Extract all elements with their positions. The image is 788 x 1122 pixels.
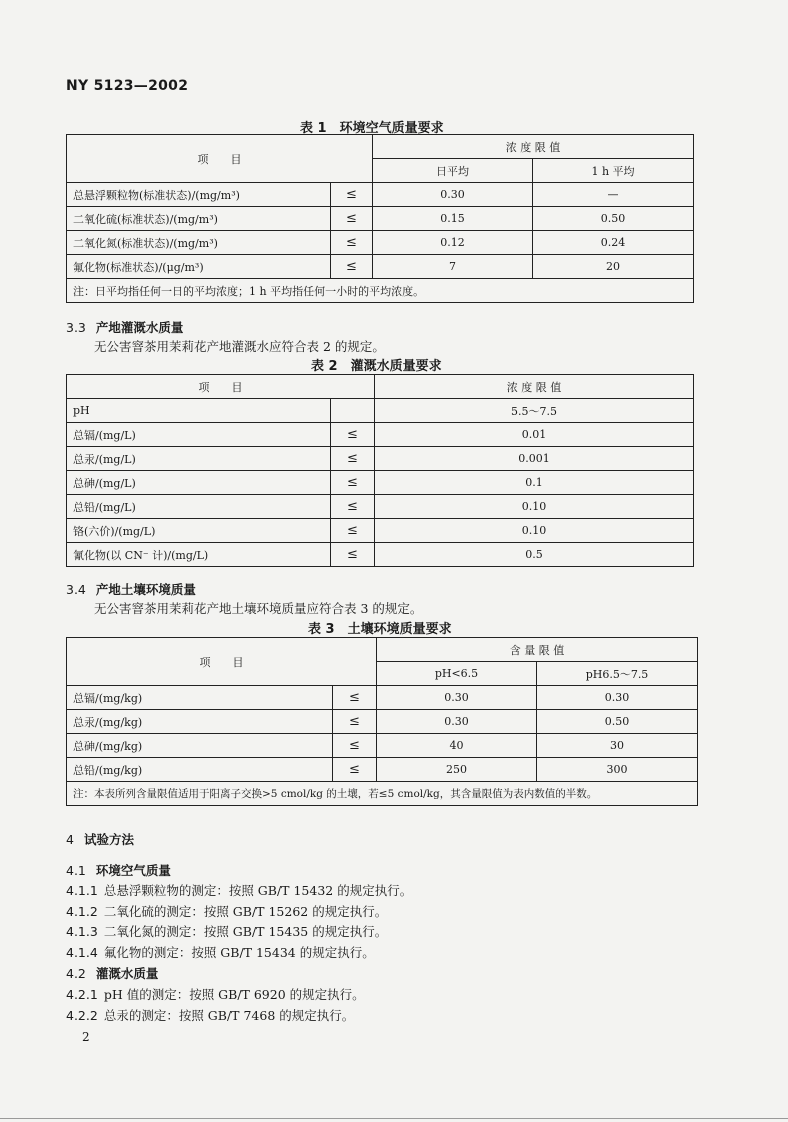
clause-text: 二氧化氮的测定：按照 GB/T 15435 的规定执行。 <box>103 924 388 939</box>
table-row <box>67 183 694 207</box>
clause-number: 4.1.2 <box>66 904 98 919</box>
table3-note: 注：本表所列含量限值适用于阳离子交换>5 cmol/kg 的土壤，若≤5 cmol/kg，其含量限值为表内数值的半数。 <box>67 782 698 806</box>
row-item: 总铅/(mg/L) <box>67 495 331 519</box>
section-number: 4 <box>66 832 74 847</box>
table2-caption: 表 2 灌溉水质量要求 <box>311 359 442 374</box>
table-row <box>67 207 694 231</box>
le-symbol: ≤ <box>331 495 375 519</box>
table-row <box>67 495 694 519</box>
le-symbol: ≤ <box>333 758 377 782</box>
value-ph-mid: 30 <box>537 734 698 758</box>
table3-item-header: 项 目 <box>67 638 377 686</box>
table-row <box>67 543 694 567</box>
row-value: 0.001 <box>375 447 694 471</box>
clause-number: 4.1.1 <box>66 883 98 898</box>
hourly-value: 20 <box>533 255 694 279</box>
table-row <box>67 686 698 710</box>
table-row <box>67 710 698 734</box>
le-symbol: ≤ <box>331 231 373 255</box>
le-symbol: ≤ <box>333 686 377 710</box>
table2-item-header: 项 目 <box>67 375 375 399</box>
table3-limit-header: 含 量 限 值 <box>377 638 698 662</box>
value-ph-low: 0.30 <box>377 710 537 734</box>
table-row <box>67 399 694 423</box>
section-title: 产地土壤环境质量 <box>95 582 196 597</box>
hourly-value: — <box>533 183 694 207</box>
row-item: 总砷/(mg/kg) <box>67 734 333 758</box>
row-item: 总铅/(mg/kg) <box>67 758 333 782</box>
le-symbol: ≤ <box>331 255 373 279</box>
section-3-4-text: 无公害窨茶用茉莉花产地土壤环境质量应符合表 3 的规定。 <box>94 601 423 616</box>
row-item: 总镉/(mg/kg) <box>67 686 333 710</box>
row-value: 0.1 <box>375 471 694 495</box>
table-row <box>67 255 694 279</box>
standard-number: NY 5123—2002 <box>66 78 189 94</box>
table1-col-hourly: 1 h 平均 <box>533 159 694 183</box>
clause-4-1-4 <box>66 943 375 961</box>
table3-caption: 表 3 土壤环境质量要求 <box>308 622 452 637</box>
clause-number: 4.1.3 <box>66 924 98 939</box>
clause-text: pH 值的测定：按照 GB/T 6920 的规定执行。 <box>103 987 365 1002</box>
clause-number: 4.1.4 <box>66 945 98 960</box>
row-item: 氰化物(以 CN⁻ 计)/(mg/L) <box>67 543 331 567</box>
row-value: 0.01 <box>375 423 694 447</box>
table3-col-ph-mid: pH6.5～7.5 <box>537 662 698 686</box>
le-symbol <box>331 399 375 423</box>
clause-4-2-1 <box>66 985 365 1003</box>
section-title: 产地灌溉水质量 <box>95 320 184 335</box>
scan-edge-divider <box>0 1118 788 1119</box>
le-symbol: ≤ <box>331 423 375 447</box>
table-row <box>67 423 694 447</box>
hourly-value: 0.24 <box>533 231 694 255</box>
row-value: 0.10 <box>375 495 694 519</box>
daily-value: 7 <box>373 255 533 279</box>
clause-4-1-1 <box>66 881 412 899</box>
table3 <box>66 637 698 806</box>
row-item: 总镉/(mg/L) <box>67 423 331 447</box>
value-ph-mid: 0.50 <box>537 710 698 734</box>
table-row <box>67 447 694 471</box>
row-value: 5.5～7.5 <box>375 399 694 423</box>
hourly-value: 0.50 <box>533 207 694 231</box>
row-item: 氟化物(标准状态)/(μg/m³) <box>67 255 331 279</box>
value-ph-low: 0.30 <box>377 686 537 710</box>
table1-note: 注：日平均指任何一日的平均浓度；1 h 平均指任何一小时的平均浓度。 <box>67 279 694 303</box>
row-item: pH <box>67 399 331 423</box>
le-symbol: ≤ <box>331 471 375 495</box>
section-3-3 <box>66 318 183 336</box>
clause-number: 4.2.1 <box>66 987 98 1002</box>
le-symbol: ≤ <box>333 734 377 758</box>
table1 <box>66 134 694 303</box>
clause-text: 总汞的测定：按照 GB/T 7468 的规定执行。 <box>103 1008 355 1023</box>
clause-text: 氟化物的测定：按照 GB/T 15434 的规定执行。 <box>103 945 375 960</box>
clause-4-1-2 <box>66 902 387 920</box>
value-ph-mid: 0.30 <box>537 686 698 710</box>
row-item: 总砷/(mg/L) <box>67 471 331 495</box>
table-row <box>67 519 694 543</box>
table-row <box>67 231 694 255</box>
le-symbol: ≤ <box>331 207 373 231</box>
section-title: 灌溉水质量 <box>95 966 159 981</box>
value-ph-low: 250 <box>377 758 537 782</box>
table1-item-header: 项 目 <box>67 135 373 183</box>
value-ph-low: 40 <box>377 734 537 758</box>
row-item: 总汞/(mg/L) <box>67 447 331 471</box>
table-row <box>67 758 698 782</box>
section-title: 环境空气质量 <box>95 863 171 878</box>
section-number: 4.1 <box>66 863 86 878</box>
section-number: 3.3 <box>66 320 86 335</box>
section-4-2 <box>66 964 158 982</box>
clause-text: 总悬浮颗粒物的测定：按照 GB/T 15432 的规定执行。 <box>103 883 413 898</box>
daily-value: 0.15 <box>373 207 533 231</box>
le-symbol: ≤ <box>333 710 377 734</box>
row-item: 总汞/(mg/kg) <box>67 710 333 734</box>
page-number: 2 <box>82 1030 90 1044</box>
table-row <box>67 471 694 495</box>
section-4-1 <box>66 861 171 879</box>
clause-text: 二氧化硫的测定：按照 GB/T 15262 的规定执行。 <box>103 904 388 919</box>
le-symbol: ≤ <box>331 519 375 543</box>
row-value: 0.10 <box>375 519 694 543</box>
section-4 <box>66 830 134 848</box>
section-title: 试验方法 <box>83 832 134 847</box>
value-ph-mid: 300 <box>537 758 698 782</box>
daily-value: 0.30 <box>373 183 533 207</box>
table3-col-ph-low: pH<6.5 <box>377 662 537 686</box>
clause-4-2-2 <box>66 1006 354 1024</box>
section-number: 3.4 <box>66 582 86 597</box>
table2-limit-header: 浓 度 限 值 <box>375 375 694 399</box>
clause-number: 4.2.2 <box>66 1008 98 1023</box>
section-3-4 <box>66 580 196 598</box>
le-symbol: ≤ <box>331 543 375 567</box>
table1-limit-header: 浓 度 限 值 <box>373 135 694 159</box>
section-number: 4.2 <box>66 966 86 981</box>
table2 <box>66 374 694 567</box>
table1-caption: 表 1 环境空气质量要求 <box>300 121 444 136</box>
row-item: 二氧化硫(标准状态)/(mg/m³) <box>67 207 331 231</box>
row-value: 0.5 <box>375 543 694 567</box>
section-3-3-text: 无公害窨茶用茉莉花产地灌溉水应符合表 2 的规定。 <box>94 339 385 354</box>
row-item: 铬(六价)/(mg/L) <box>67 519 331 543</box>
row-item: 二氧化氮(标准状态)/(mg/m³) <box>67 231 331 255</box>
le-symbol: ≤ <box>331 447 375 471</box>
daily-value: 0.12 <box>373 231 533 255</box>
table-row <box>67 734 698 758</box>
clause-4-1-3 <box>66 922 387 940</box>
row-item: 总悬浮颗粒物(标准状态)/(mg/m³) <box>67 183 331 207</box>
le-symbol: ≤ <box>331 183 373 207</box>
table1-col-daily: 日平均 <box>373 159 533 183</box>
